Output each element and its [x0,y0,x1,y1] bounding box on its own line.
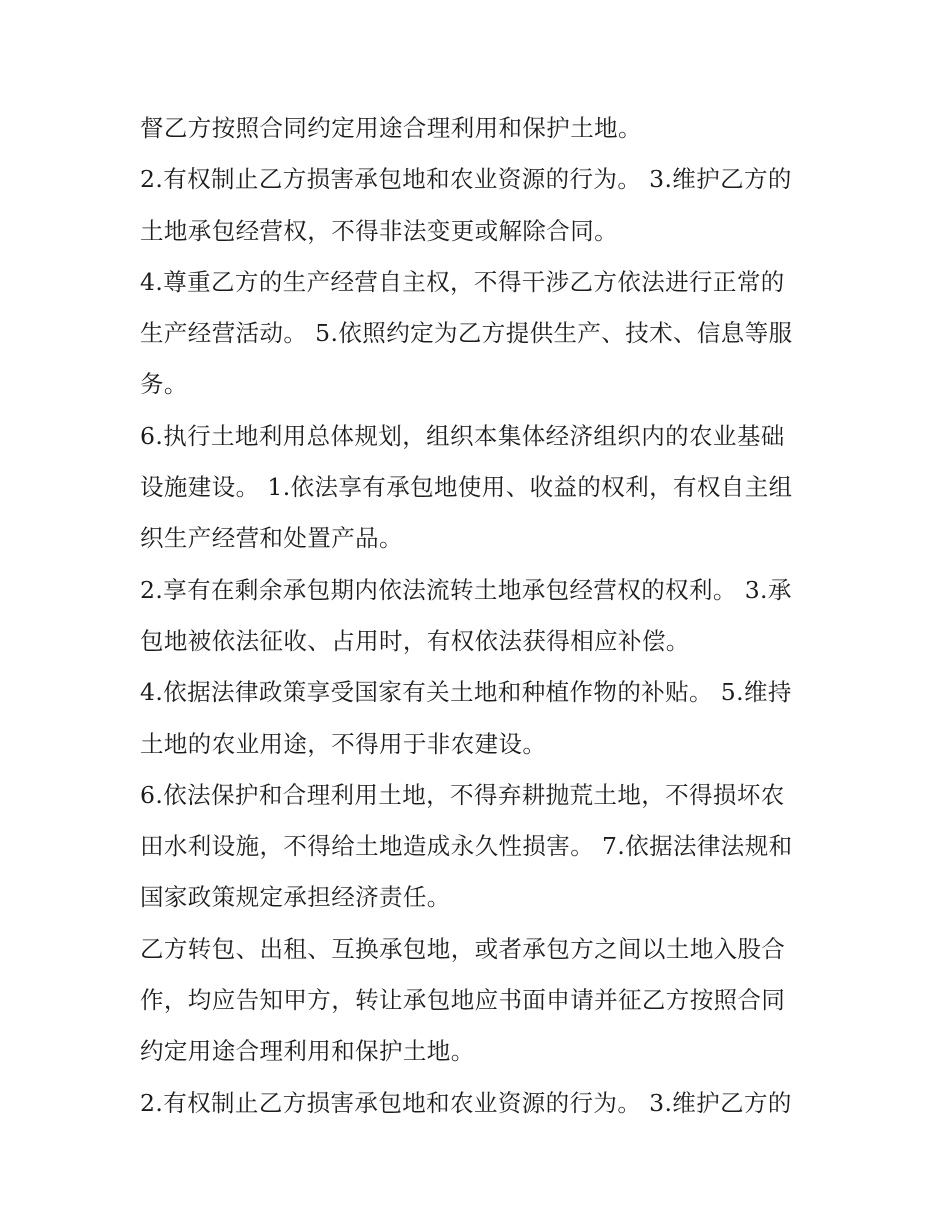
text-line-8: 设施建设。 1.依法享有承包地使用、收益的权利，有权自主组 [140,473,793,502]
text-line-2: 2.有权制止乙方损害承包地和农业资源的行为。 3.维护乙方的 [140,165,792,194]
document-body [140,103,820,1129]
text-line-1: 督乙方按照合同约定用途合理利用和保护土地。 [140,114,642,142]
text-line-9: 织生产经营和处置产品。 [140,524,403,553]
text-line-19: 约定用途合理利用和保护土地。 [140,1037,475,1066]
text-line-11: 包地被依法征收、占用时，有权依法获得相应补偿。 [140,626,690,655]
text-line-5: 生产经营活动。 5.依照约定为乙方提供生产、技术、信息等服 [140,319,793,348]
text-line-18: 作，均应告知甲方，转让承包地应书面申请并征乙方按照合同 [140,986,786,1015]
text-line-4: 4.尊重乙方的生产经营自主权，不得干涉乙方依法进行正常的 [140,267,785,296]
text-line-17: 乙方转包、出租、互换承包地，或者承包方之间以土地入股合 [140,934,786,963]
text-line-6: 务。 [140,370,188,399]
text-line-7: 6.执行土地利用总体规划，组织本集体经济组织内的农业基础 [140,421,785,450]
text-line-10: 2.享有在剩余承包期内依法流转土地承包经营权的权利。 3.承 [140,575,792,604]
text-line-13: 土地的农业用途，不得用于非农建设。 [140,729,547,758]
text-line-12: 4.依据法律政策享受国家有关土地和种植作物的补贴。 5.维持 [140,678,792,707]
text-line-15: 田水利设施，不得给土地造成永久性损害。 7.依据法律法规和 [140,832,793,861]
text-line-3: 土地承包经营权，不得非法变更或解除合同。 [140,216,618,245]
text-line-16: 国家政策规定承担经济责任。 [140,883,451,912]
text-line-14: 6.依法保护和合理利用土地，不得弃耕抛荒土地，不得损坏农 [140,780,785,809]
text-line-20: 2.有权制止乙方损害承包地和农业资源的行为。 3.维护乙方的 [140,1088,792,1117]
